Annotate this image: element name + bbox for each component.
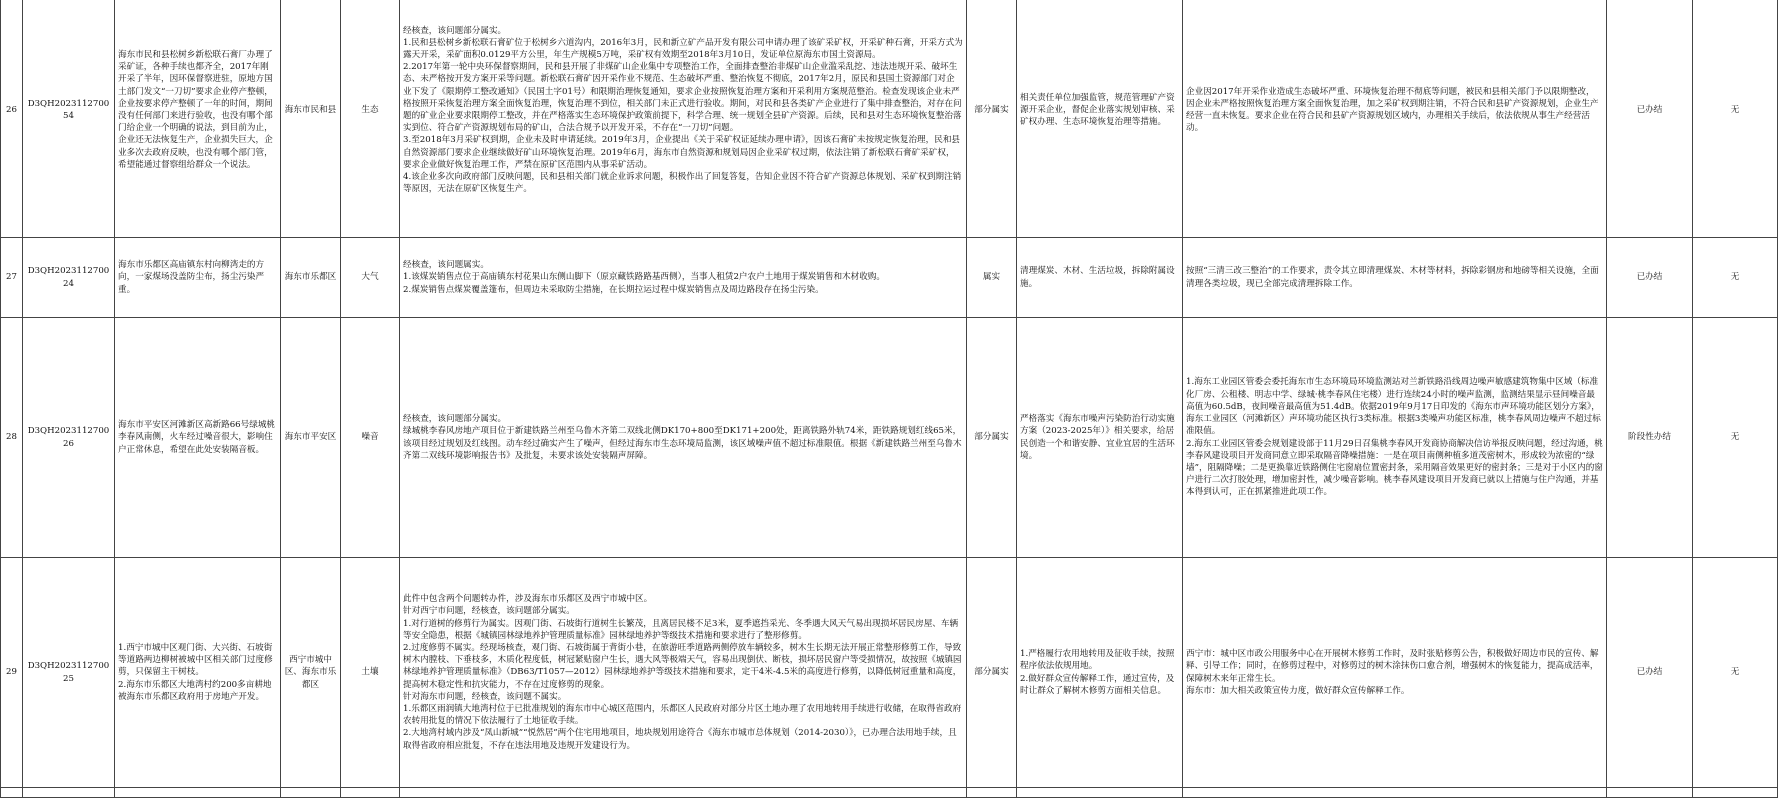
investigation-details-paragraph: 2.煤炭销售点煤炭覆盖篷布，但周边未采取防尘措施，在长期拉运过程中煤炭销售点及周边路段存在扬尘污染。 [403, 284, 824, 295]
accountability: 无 [1693, 558, 1778, 788]
pollution-type: 土壤 [341, 558, 400, 788]
complaint-description: 海东市乐都区高庙镇东村向柳湾走的方向，一家煤场没盖防尘布，扬尘污染严重。 [115, 238, 281, 318]
rectification-goal: 1.严格履行农用地转用及征收手续，按照程序依法依规用地。 2.做好群众宣传解释工作，通过宣传，及时让群众了解树木修剪方面相关信息。 [1017, 558, 1183, 788]
pollution-type: 大气 [341, 238, 400, 318]
investigation-details-paragraph: 1.民和县松树乡新松联石膏矿位于松树乡六道沟内，2016年3月，民和新立矿产品开发有限公司申请办理了该矿采矿权，开采矿种石膏，开采方式为露天开采，采矿面积0.0129平方公里，年生产规模5万吨，采矿权有效期至2018年3月10日，发证单位原海东市国土资源局。 [403, 37, 963, 60]
pollution-type: 噪音 [341, 318, 400, 558]
table-body [1, 0, 1778, 798]
completion-status: 阶段性办结 [1607, 318, 1693, 558]
complaint-description: 海东市民和县松树乡新松联石膏厂办理了采矿证，各种手续也都齐全，2017年刚开采了半年，因环保督察进驻，原地方国土部门发文“一刀切”要求企业停产整顿，企业按要求停产整顿了一年的时间，期间没有任何部门来进行验收，也没有哪个部门给企业一个明确的说法，到目前为止，企业还无法恢复生产，企业损失巨大，企业多次去政府反映，也没有哪个部门管，希望能通过督察组给群众一个说法。 [115, 0, 281, 238]
case-code: D3QH202311270025 [23, 558, 115, 788]
investigation-details-paragraph: 绿城桃李春风房地产项目位于新建铁路兰州至乌鲁木齐第二双线北侧DK170+800至DK171+200处，距离铁路外轨74米，距铁路规划红线65米，该项目经过规划及红线图。动车经过确实产生了噪声，但经过海东市生态环境局监测，该区域噪声值不超过标准限值。根据《新建铁路兰州至乌鲁木齐第二双线环境影响报告书》及批复，未要求该处安装隔声屏障。 [403, 426, 962, 461]
administrative-area: 西宁市城中区、海东市乐都区 [281, 558, 341, 788]
verification-result: 属实 [967, 238, 1017, 318]
rectification-measures-paragraph: 2.海东工业园区管委会规划建设部于11月29日召集桃李春风开发商协商解决信访举报反映问题，经过沟通，桃李春风建设项目开发商同意立即采取隔音降噪措施：一是在项目南侧种植多道茂密树木，形成较为浓密的“绿墙”，阻隔降噪；二是更换靠近铁路侧住宅窗扇位置密封条，采用隔音效果更好的密封条；三是对于小区内的窗户进行二次打胶处理，增加密封性，减少噪音影响。桃李春风建设项目开发商已就以上措施与住户沟通，并基本得到认可，正在抓紧推进此项工作。 [1186, 438, 1603, 498]
investigation-details-paragraph: 经核查，该问题部分属实。 [403, 414, 507, 425]
verification-result: 部分属实 [967, 318, 1017, 558]
verification-result: 部分属实 [967, 558, 1017, 788]
case-code: D3QH202311270026 [23, 318, 115, 558]
investigation-details-paragraph: 3.至2018年3月采矿权到期，企业未及时申请延续。2019年3月，企业提出《关于采矿权证延续办理申请》，因该石膏矿未按规定恢复治理，民和县自然资源部门要求企业继续做好矿山环境恢复治理。2019年6月，海东市自然资源和规划局因企业采矿权过期，依法注销了新松联石膏矿采矿权，要求企业做好恢复治理工作，严禁在原矿区范围内从事采矿活动。 [403, 135, 961, 170]
empty-cell [400, 788, 967, 798]
empty-cell [281, 788, 341, 798]
rectification-measures-paragraph: 海东市：加大相关政策宣传力度，做好群众宣传解释工作。 [1186, 685, 1410, 696]
rectification-measures [1183, 558, 1607, 788]
investigation-details [400, 0, 967, 238]
empty-cell [1017, 788, 1183, 798]
empty-cell [967, 788, 1017, 798]
rectification-goal: 清理煤炭、木材、生活垃圾，拆除附属设施。 [1017, 238, 1183, 318]
empty-cell [1607, 788, 1693, 798]
empty-cell [115, 788, 281, 798]
rectification-measures [1183, 0, 1607, 238]
table-row [1, 558, 1778, 788]
rectification-goal: 相关责任单位加强监管，规范管理矿产资源开采企业，督促企业落实规划审核、采矿权办理、生态环境恢复治理等措施。 [1017, 0, 1183, 238]
investigation-details-paragraph: 经核查，该问题部分属实。 [403, 25, 507, 36]
investigation-details-paragraph: 1.该煤炭销售点位于高庙镇东村花果山东侧山脚下（原京藏铁路路基西侧），当事人租赁2户农户土地用于煤炭销售和木材收购。 [403, 272, 886, 283]
investigation-details [400, 558, 967, 788]
case-code: D3QH202311270054 [23, 0, 115, 238]
investigation-details-paragraph: 2.大地湾村域内涉及“凤山新城”“悦然居”两个住宅用地项目，地块规划用途符合《海东市城市总体规划（2014-2030）》，已办理合法用地手续，且取得省政府相应批复，不存在违法用地及违规开发建设行为。 [403, 728, 957, 751]
table-row [1, 238, 1778, 318]
completion-status: 已办结 [1607, 0, 1693, 238]
investigation-details-paragraph: 1.乐都区雨润镇大地湾村位于已批准规划的海东市中心城区范围内，乐都区人民政府对部分片区土地办理了农用地转用手续进行收储，在取得省政府农转用批复的情况下依法履行了土地征收手续。 [403, 704, 962, 727]
administrative-area: 海东市乐都区 [281, 238, 341, 318]
complaint-description: 海东市平安区河滩新区高新路66号绿城桃李春风南侧，火车经过噪音很大，影响住户正常休息，希望在此处安装隔音板。 [115, 318, 281, 558]
accountability: 无 [1693, 0, 1778, 238]
row-number: 26 [1, 0, 23, 238]
table-row [1, 318, 1778, 558]
completion-status: 已办结 [1607, 238, 1693, 318]
investigation-details-paragraph: 4.该企业多次向政府部门反映问题，民和县相关部门就企业诉求问题，积极作出了回复答复，告知企业因不符合矿产资源总体规划、采矿权到期注销等原因，无法在原矿区恢复生产。 [403, 172, 962, 195]
empty-cell [23, 788, 115, 798]
rectification-measures-paragraph: 企业因2017年开采作业造成生态破坏严重、环境恢复治理不彻底等问题，被民和县相关部门予以限期整改，因企业未严格按照恢复治理方案全面恢复治理，加之采矿权到期注销，不符合民和县矿产资源规划，企业生产经营一直未恢复。要求企业在符合民和县矿产资源规划区域内，办理相关手续后，依法依规从事生产经营活动。 [1186, 86, 1599, 134]
empty-cell [1, 788, 23, 798]
accountability: 无 [1693, 318, 1778, 558]
row-number: 28 [1, 318, 23, 558]
row-number: 27 [1, 238, 23, 318]
rectification-measures-paragraph: 1.海东工业园区管委会委托海东市生态环境局环境监测站对兰新铁路沿线周边噪声敏感建筑物集中区域（标准化厂房、公租楼、明志中学、绿城·桃李春风住宅楼）进行连续24小时的噪声监测，监测结果显示昼间噪音最高值为60.5dB，夜间噪音最高值为51.4dB。依据2019年9月17日印发的《海东市声环境功能区划分方案》，海东工业园区（河滩新区）声环境功能区执行3类标准。根据3类噪声功能区标准，桃李春风周边噪声不超过标准限值。 [1186, 377, 1601, 437]
investigation-details-paragraph: 1.对行道树的修剪行为属实。因观门街、石坡街行道树生长繁茂，且离居民楼不足3米，夏季遮挡采光、冬季遇大风天气易出现损坏居民房屋、车辆等安全隐患，根据《城镇园林绿地养护管理质量标准》园林绿地养护等级技术措施和要求进行了整形修剪。 [403, 618, 959, 641]
investigation-details-paragraph: 针对海东市问题，经核查，该问题不属实。 [403, 691, 567, 702]
complaint-description: 1.西宁市城中区观门街、大兴街、石坡街等道路两边柳树被城中区相关部门过度修剪，只保留主干树枝。 2.海东市乐都区大地湾村约200多亩耕地被海东市乐都区政府用于房地产开发。 [115, 558, 281, 788]
administrative-area: 海东市平安区 [281, 318, 341, 558]
investigation-details-paragraph: 此件中包含两个问题转办件，涉及海东市乐都区及西宁市城中区。 [403, 594, 653, 605]
investigation-details-paragraph: 2.2017年第一轮中央环保督察期间，民和县开展了非煤矿山企业集中专项整治工作，全面排查整治非煤矿山企业滥采乱挖、违法违规开采、破坏生态、未严格按开发方案开采等问题。新松联石膏矿因开采作业不规范、生态破坏严重、整治恢复不彻底，2017年2月，原民和县国土资源部门对企业下发了《限期停工整改通知》（民国土字01号）和限期治理恢复通知，要求企业按照恢复治理方案和开采利用方案规范整治。检查发现该企业未严格按照开采恢复治理方案全面恢复治理，恢复治理不到位，相关部门未正式进行验收。期间，对民和县各类矿产企业进行了集中排查整治，对存在问题的矿业企业要求限期停工整改，并在严格落实生态环境保护政策前提下，科学合理、统一规划全县矿产资源。后续，民和县对生态环境恢复整治落实到位、符合矿产资源规划布局的矿山，合法合规予以开发开采，不存在“一刀切”问题。 [403, 62, 962, 134]
pollution-type: 生态 [341, 0, 400, 238]
row-number: 29 [1, 558, 23, 788]
investigation-details [400, 238, 967, 318]
empty-cell [1183, 788, 1607, 798]
rectification-measures-paragraph: 西宁市：城中区市政公用服务中心在开展树木修剪工作时，及时张贴修剪公告，积极做好周边市民的宣传、解释、引导工作；同时，在修剪过程中，对修剪过的树木涂抹伤口愈合剂，增强树木的恢复能力，提高成活率，保障树木来年正常生长。 [1186, 649, 1599, 684]
rectification-goal: 严格落实《海东市噪声污染防治行动实施方案（2023-2025年）》相关要求，给居民创造一个和谐安静、宜业宜居的生活环境。 [1017, 318, 1183, 558]
investigation-details-paragraph: 2.过度修剪不属实。经现场核查，观门街、石坡街属于背街小巷，在旅游旺季道路两侧停放车辆较多，树木生长期无法开展正常整形修剪工作，导致树木内膛枝、下垂枝多，木质化程度低，树冠紧贴窗户生长，遇大风等极端天气，容易出现倒伏、断枝，损坏居民窗户等受损情况，故按照《城镇园林绿地养护管理质量标准》（DB63/T1057—2012）园林绿地养护等级技术措施和要求，定干4米-4.5米的高度进行修剪，以降低树冠重量和高度，提高树木稳定性和抗灾能力，不存在过度修剪的现象。 [403, 642, 962, 690]
verification-result: 部分属实 [967, 0, 1017, 238]
administrative-area: 海东市民和县 [281, 0, 341, 238]
empty-cell [1693, 788, 1778, 798]
table-row-partial [1, 788, 1778, 798]
rectification-measures-paragraph: 按照“三清三改三整治”的工作要求，责令其立即清理煤炭、木材等材料，拆除彩钢房和地磅等相关设施，全面清理各类垃圾，现已全部完成清理拆除工作。 [1186, 266, 1599, 289]
table-row [1, 0, 1778, 238]
investigation-details-paragraph: 针对西宁市问题，经核查，该问题部分属实。 [403, 606, 575, 617]
rectification-measures [1183, 318, 1607, 558]
investigation-details-paragraph: 经核查，该问题属实。 [403, 260, 489, 271]
completion-status: 已办结 [1607, 558, 1693, 788]
case-code: D3QH202311270024 [23, 238, 115, 318]
empty-cell [341, 788, 400, 798]
investigation-details [400, 318, 967, 558]
accountability: 无 [1693, 238, 1778, 318]
rectification-measures [1183, 238, 1607, 318]
